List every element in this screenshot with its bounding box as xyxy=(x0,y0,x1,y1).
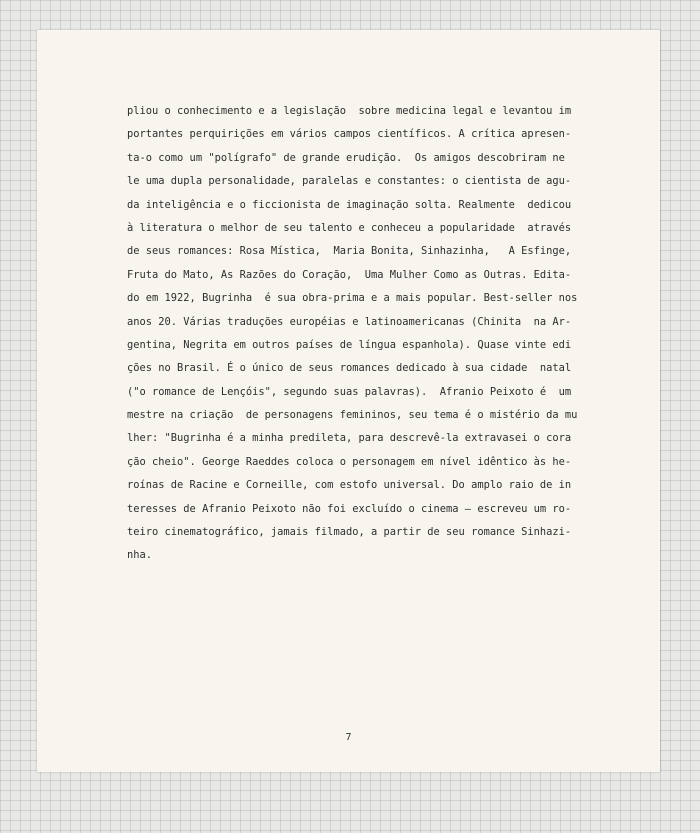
text-line: Fruta do Mato, As Razões do Coração, Uma Mulher Como as Outras. Edita- xyxy=(127,268,572,281)
body-text xyxy=(127,100,647,568)
text-line: portantes perquirições em vários campos científicos. A crítica apresen- xyxy=(127,128,572,141)
text-line: ção cheio". George Raeddes coloca o personagem em nível idêntico às he- xyxy=(127,455,572,468)
text-line: gentina, Negrita em outros países de língua espanhola). Quase vinte edi xyxy=(127,338,572,351)
text-line: lher: "Bugrinha é a minha predileta, para descrevê-la extravasei o cora xyxy=(127,432,572,445)
text-line: anos 20. Várias traduções européias e latinoamericanas (Chinita na Ar- xyxy=(127,315,572,328)
text-line: da inteligência e o ficcionista de imaginação solta. Realmente dedicou xyxy=(127,198,572,211)
text-line: nha. xyxy=(127,549,153,562)
text-line: à literatura o melhor de seu talento e conheceu a popularidade através xyxy=(127,221,572,234)
page-number: 7 xyxy=(345,732,352,743)
text-line: teresses de Afranio Peixoto não foi excluído o cinema — escreveu um ro- xyxy=(127,502,572,515)
text-line: roínas de Racine e Corneille, com estofo universal. Do amplo raio de in xyxy=(127,479,572,492)
text-line: ções no Brasil. É o único de seus romances dedicado à sua cidade natal xyxy=(127,362,572,375)
paper-sheet xyxy=(37,30,660,772)
text-line: pliou o conhecimento e a legislação sobre medicina legal e levantou im xyxy=(127,105,572,117)
text-line: le uma dupla personalidade, paralelas e constantes: o cientista de agu- xyxy=(127,175,572,188)
text-line: ("o romance de Lençóis", segundo suas palavras). Afranio Peixoto é um xyxy=(127,385,572,398)
text-line: ta-o como um "polígrafo" de grande erudição. Os amigos descobriram ne xyxy=(127,151,565,164)
text-line: do em 1922, Bugrinha é sua obra-prima e a mais popular. Best-seller nos xyxy=(127,292,578,305)
text-line: mestre na criação de personagens femininos, seu tema é o mistério da mu xyxy=(127,409,578,422)
text-line: teiro cinematográfico, jamais filmado, a partir de seu romance Sinhazi- xyxy=(127,526,572,539)
text-line: de seus romances: Rosa Mística, Maria Bonita, Sinhazinha, A Esfinge, xyxy=(127,245,572,258)
